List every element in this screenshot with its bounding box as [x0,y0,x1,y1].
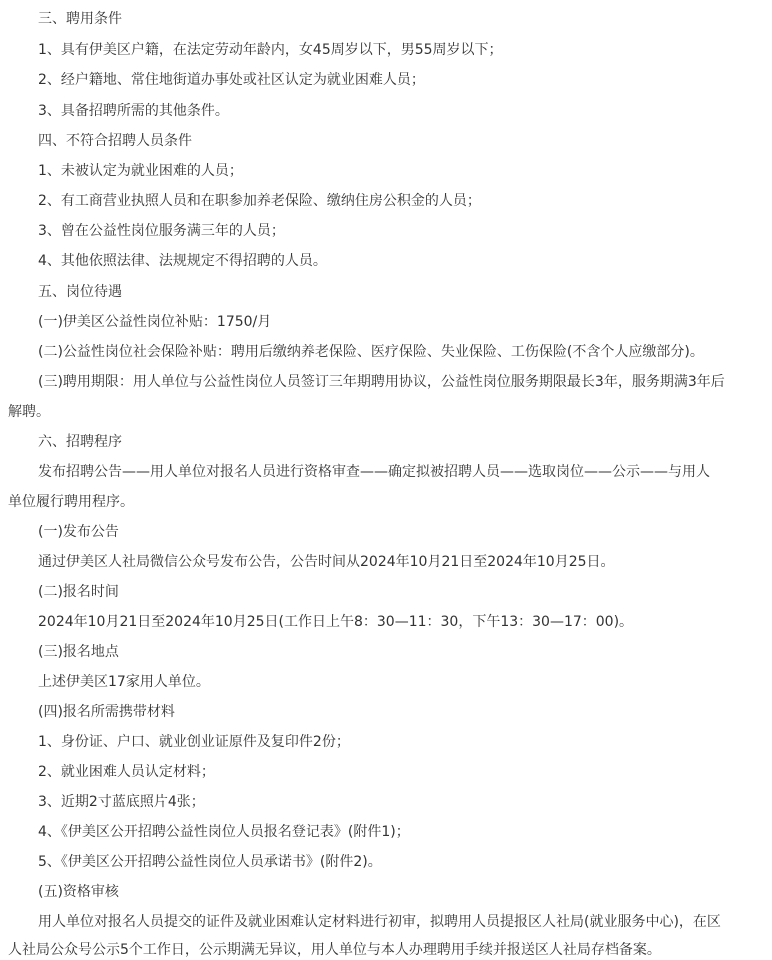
paragraph-line: 2、就业困难人员认定材料； [38,764,215,780]
paragraph-line: 3、具备招聘所需的其他条件。 [38,103,229,119]
paragraph-line: (三)聘用期限：用人单位与公益性岗位人员签订三年期聘用协议，公益性岗位服务期限最长3年，服务期满3年后 [38,374,725,390]
paragraph-line: 1、未被认定为就业困难的人员； [38,163,243,179]
paragraph-line: 4、其他依照法律、法规规定不得招聘的人员。 [38,253,327,269]
paragraph-line: 用人单位对报名人员提交的证件及就业困难认定材料进行初审，拟聘用人员提报区人社局(就业服务中心)，在区 [38,914,721,930]
paragraph-line: 2、经户籍地、常住地街道办事处或社区认定为就业困难人员； [38,72,425,88]
paragraph-line: 发布招聘公告——用人单位对报名人员进行资格审查——确定拟被招聘人员——选取岗位——公示——与用人 [38,464,710,480]
paragraph-line: 3、近期2寸蓝底照片4张； [38,794,205,810]
paragraph-line: 通过伊美区人社局微信公众号发布公告，公告时间从2024年10月21日至2024年10月25日。 [38,554,615,570]
paragraph-line: (二)公益性岗位社会保险补贴：聘用后缴纳养老保险、医疗保险、失业保险、工伤保险(不含个人应缴部分)。 [38,344,704,360]
paragraph-line: 单位履行聘用程序。 [8,494,134,510]
paragraph-line: 人社局公众号公示5个工作日，公示期满无异议，用人单位与本人办理聘用手续并报送区人社局存档备案。 [8,942,661,958]
subsection-heading: (五)资格审核 [38,884,119,900]
paragraph-line: 上述伊美区17家用人单位。 [38,674,210,690]
paragraph-line: 3、曾在公益性岗位服务满三年的人员； [38,223,285,239]
subsection-heading: (四)报名所需携带材料 [38,704,175,720]
paragraph-line: (一)伊美区公益性岗位补贴：1750/月 [38,314,272,330]
paragraph-line: 2、有工商营业执照人员和在职参加养老保险、缴纳住房公积金的人员； [38,193,481,209]
subsection-heading: (三)报名地点 [38,644,119,660]
section-heading-6: 六、招聘程序 [38,434,122,450]
paragraph-line: 1、具有伊美区户籍，在法定劳动年龄内，女45周岁以下，男55周岁以下； [38,42,503,58]
section-heading-5: 五、岗位待遇 [38,284,122,300]
paragraph-line: 4、《伊美区公开招聘公益性岗位人员报名登记表》(附件1)； [38,824,410,840]
paragraph-line: 解聘。 [8,404,50,420]
section-heading-4: 四、不符合招聘人员条件 [38,133,192,149]
subsection-heading: (二)报名时间 [38,584,119,600]
section-heading-3: 三、聘用条件 [38,11,122,27]
paragraph-line: 2024年10月21日至2024年10月25日(工作日上午8：30—11：30，下午13：30—17：00)。 [38,614,634,630]
paragraph-line: 5、《伊美区公开招聘公益性岗位人员承诺书》(附件2)。 [38,854,382,870]
paragraph-line: 1、身份证、户口、就业创业证原件及复印件2份； [38,734,350,750]
subsection-heading: (一)发布公告 [38,524,119,540]
